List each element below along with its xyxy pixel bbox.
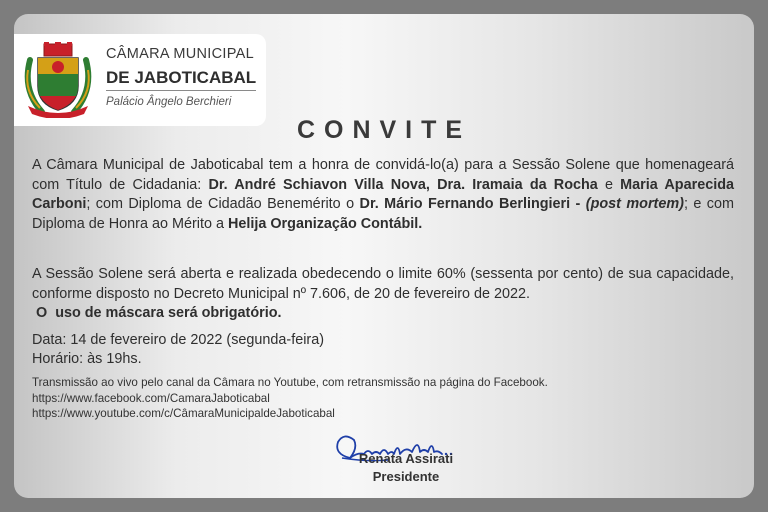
paragraph-text: ; e com Diploma de Honra ao Mérito a [32, 196, 734, 232]
paragraph-text: ; com Diploma de Cidadão Benemérito o [86, 196, 360, 212]
paragraph-text: e [597, 176, 621, 193]
honoree-name: Maria Aparecida Carboni [32, 176, 734, 212]
paragraph-text: A Câmara Municipal de Jaboticabal tem a honra de convidá-lo(a) para a Sessão Solene que homenageará com Título de Cidadania: [32, 157, 734, 193]
signer-role: Presidente [372, 469, 440, 484]
signer-name: Renata Assirati [358, 451, 454, 466]
invitation-title: CONVITE [296, 116, 472, 144]
event-date: Data: 14 de fevereiro de 2022 (segunda-feira) [32, 332, 324, 348]
youtube-link[interactable]: https://www.youtube.com/c/CâmaraMunicipaldeJaboticabal [32, 407, 335, 420]
coat-of-arms-icon [22, 40, 94, 118]
mask-notice: O uso de máscara será obrigatório. [32, 305, 282, 321]
facebook-link[interactable]: https://www.facebook.com/CamaraJaboticabal [32, 391, 270, 405]
org-logo-block [14, 34, 266, 126]
org-name-line1: CÂMARA MUNICIPAL [106, 46, 254, 62]
org-name-line2: DE JABOTICABAL [106, 68, 257, 87]
benemerito-name: Dr. Mário Fernando Berlingieri - [359, 196, 586, 212]
invitation-card [14, 14, 754, 498]
capacity-paragraph: A Sessão Solene será aberta e realizada obedecendo o limite 60% (sessenta por cento) de sua capacidade, conforme disposto no Decreto Municipal nº 7.606, de 20 de fevereiro de 2022. [32, 266, 734, 302]
post-mortem-note: (post mortem) [585, 196, 684, 212]
honoree-names: Dr. André Schiavon Villa Nova, Dra. Iramaia da Rocha [208, 176, 598, 193]
logo-divider [106, 90, 256, 91]
org-subtitle: Palácio Ângelo Berchieri [106, 96, 232, 108]
invitation-paragraph [32, 156, 734, 234]
transmission-note: Transmissão ao vivo pelo canal da Câmara no Youtube, com retransmissão na página do Facebook. [32, 376, 548, 389]
event-time: Horário: às 19hs. [32, 351, 142, 367]
honor-merit-name: Helija Organização Contábil. [227, 215, 423, 232]
